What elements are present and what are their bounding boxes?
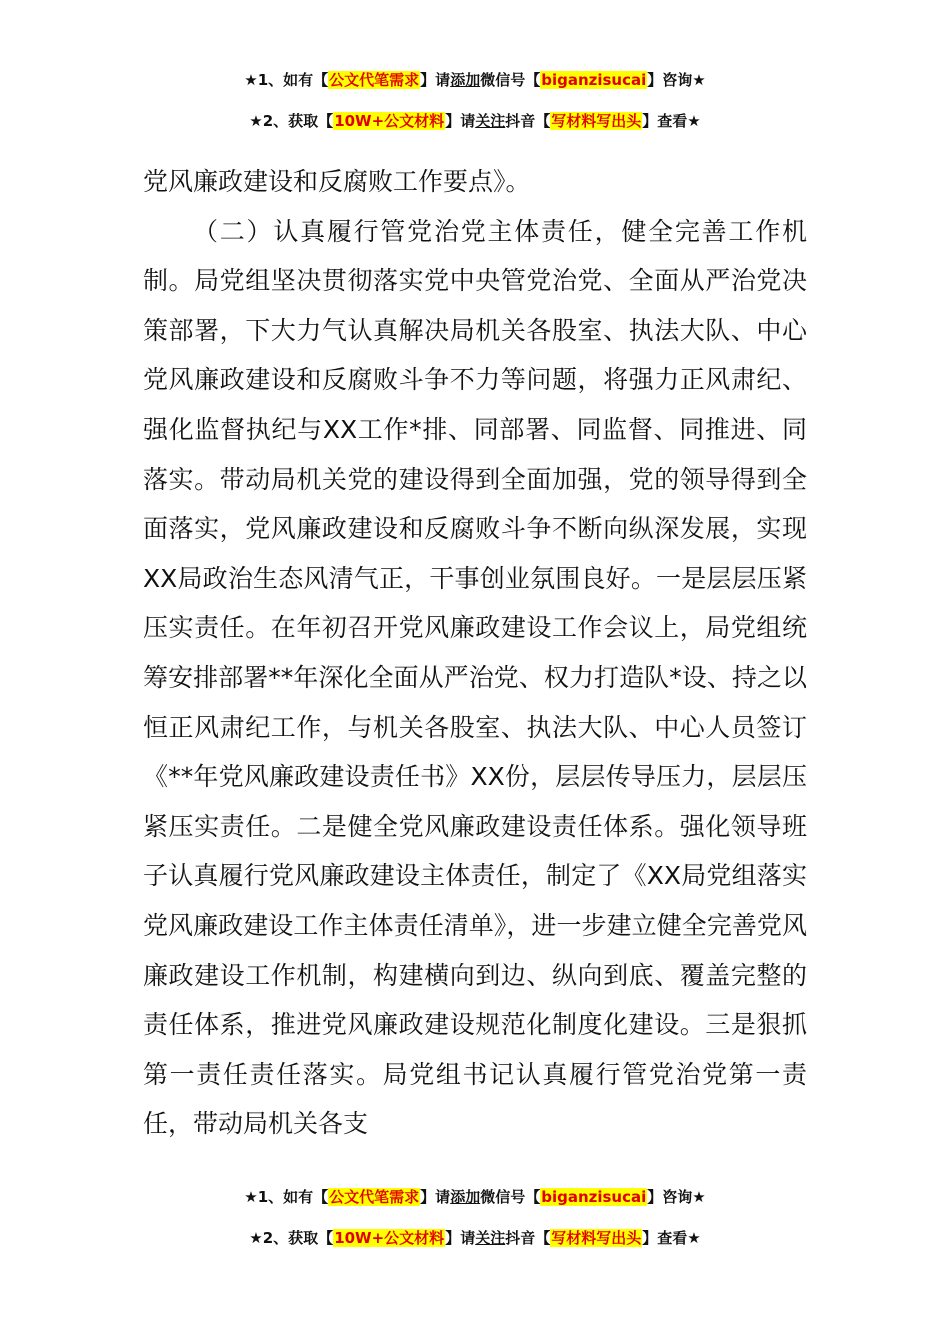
highlight-wechat-id: biganzisucai bbox=[541, 71, 647, 89]
banner-text: ★1、如有【 bbox=[244, 71, 329, 89]
underlined-text: 添加 bbox=[450, 1188, 481, 1206]
document-body bbox=[143, 157, 807, 1149]
banner-text: 】请 bbox=[420, 71, 451, 89]
banner-text: 】请 bbox=[420, 1188, 451, 1206]
highlight-douyin: 写材料写出头 bbox=[551, 1229, 642, 1247]
header-banner-line-2 bbox=[0, 110, 950, 132]
highlight-materials: 10W+公文材料 bbox=[334, 112, 445, 130]
underlined-text: 关注 bbox=[475, 1229, 506, 1247]
footer-banner-line-1 bbox=[0, 1186, 950, 1208]
banner-text: 】请 bbox=[445, 1229, 476, 1247]
banner-text: ★2、获取【 bbox=[249, 1229, 334, 1247]
highlight-materials: 10W+公文材料 bbox=[334, 1229, 445, 1247]
paragraph: （二）认真履行管党治党主体责任，健全完善工作机制。局党组坚决贯彻落实党中央管党治党、全面从严治党决策部署，下大力气认真解决局机关各股室、执法大队、中心党风廉政建设和反腐败斗争不力等问题，将强力正风肃纪、强化监督执纪与XX工作*排、同部署、同监督、同推进、同落实。带动局机关党的建设得到全面加强，党的领导得到全面落实，党风廉政建设和反腐败斗争不断向纵深发展，实现XX局政治生态风清气正，干事创业氛围良好。一是层层压紧压实责任。在年初召开党风廉政建设工作会议上，局党组统筹安排部署**年深化全面从严治党、权力打造队*设、持之以恒正风肃纪工作，与机关各股室、执法大队、中心人员签订《**年党风廉政建设责任书》XX份，层层传导压力，层层压紧压实责任。二是健全党风廉政建设责任体系。强化领导班子认真履行党风廉政建设主体责任，制定了《XX局党组落实党风廉政建设工作主体责任清单》，进一步建立健全完善党风廉政建设工作机制，构建横向到边、纵向到底、覆盖完整的责任体系，推进党风廉政建设规范化制度化建设。三是狠抓第一责任责任落实。局党组书记认真履行管党治党第一责任，带动局机关各支 bbox=[143, 216, 807, 1139]
banner-text: 】查看★ bbox=[642, 1229, 701, 1247]
banner-text: 抖音【 bbox=[505, 1229, 551, 1247]
highlight-douyin: 写材料写出头 bbox=[551, 112, 642, 130]
highlight-wechat-id: biganzisucai bbox=[541, 1188, 647, 1206]
banner-text: ★2、获取【 bbox=[249, 112, 334, 130]
banner-text: 】咨询★ bbox=[647, 71, 706, 89]
footer-banner-line-2 bbox=[0, 1227, 950, 1249]
highlight-service: 公文代笔需求 bbox=[329, 71, 420, 89]
banner-text: 微信号【 bbox=[480, 1188, 541, 1206]
banner-text: ★1、如有【 bbox=[244, 1188, 329, 1206]
banner-text: 抖音【 bbox=[505, 112, 551, 130]
header-banner-line-1 bbox=[0, 69, 950, 91]
banner-text: 】查看★ bbox=[642, 112, 701, 130]
banner-text: 】咨询★ bbox=[647, 1188, 706, 1206]
underlined-text: 添加 bbox=[450, 71, 481, 89]
paragraph: 党风廉政建设和反腐败工作要点》。 bbox=[143, 167, 531, 196]
underlined-text: 关注 bbox=[475, 112, 506, 130]
banner-text: 微信号【 bbox=[480, 71, 541, 89]
highlight-service: 公文代笔需求 bbox=[329, 1188, 420, 1206]
banner-text: 】请 bbox=[445, 112, 476, 130]
